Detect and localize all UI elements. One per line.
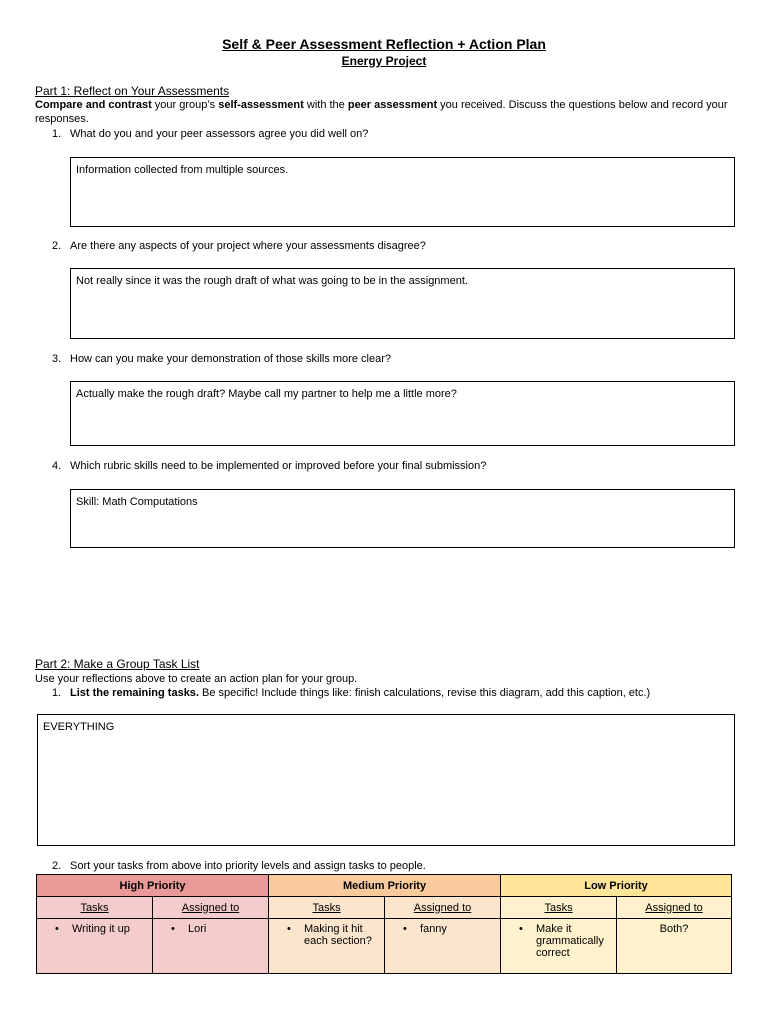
bullet-icon: • <box>519 923 523 935</box>
high-assigned-cell[interactable] <box>153 919 269 974</box>
bullet-icon: • <box>171 923 175 935</box>
part2-question-1-text <box>70 686 650 700</box>
intro-bold-2: self-assessment <box>218 99 304 111</box>
q1-rest: Be specific! Include things like: finish calculations, revise this diagram, add this caption, etc.) <box>198 687 651 699</box>
bullet-icon: • <box>403 923 407 935</box>
part2-question-2-text: Sort your tasks from above into priority levels and assign tasks to people. <box>70 860 426 872</box>
intro-bold-3: peer assessment <box>347 99 438 111</box>
intro-text-3: you received. Discuss the questions below and record your responses. <box>35 99 728 125</box>
high-task-cell[interactable] <box>37 919 153 974</box>
part1-heading: Part 1: Reflect on Your Assessments <box>35 84 230 98</box>
medium-task-cell[interactable] <box>269 919 385 974</box>
high-assigned-text: Lori <box>188 923 207 935</box>
part2-heading: Part 2: Make a Group Task List <box>35 657 200 671</box>
low-assigned-text: Both? <box>659 923 689 935</box>
low-priority-header: Low Priority <box>501 875 732 897</box>
low-task-cell[interactable] <box>501 919 617 974</box>
part2-question-1-number: 1. <box>52 687 62 699</box>
medium-tasks-header: Tasks <box>269 897 385 919</box>
part1-intro <box>35 98 735 126</box>
high-tasks-header: Tasks <box>37 897 153 919</box>
question-3-number: 3. <box>52 353 62 365</box>
low-assigned-header: Assigned to <box>617 897 732 919</box>
medium-priority-header: Medium Priority <box>269 875 501 897</box>
low-assigned-cell[interactable] <box>617 919 732 974</box>
page-title: Self & Peer Assessment Reflection + Action Plan <box>222 36 546 52</box>
high-assigned-header: Assigned to <box>153 897 269 919</box>
answer-2-field[interactable]: Not really since it was the rough draft of what was going to be in the assignment. <box>70 268 735 339</box>
question-2-text: Are there any aspects of your project where your assessments disagree? <box>70 240 426 252</box>
part2-intro: Use your reflections above to create an action plan for your group. <box>35 673 358 685</box>
intro-text-1: your group’s <box>151 99 219 111</box>
answer-3-field[interactable]: Actually make the rough draft? Maybe call my partner to help me a little more? <box>70 381 735 446</box>
question-2-number: 2. <box>52 240 62 252</box>
question-4-text: Which rubric skills need to be implemented or improved before your final submission? <box>70 460 487 472</box>
answer-1-field[interactable]: Information collected from multiple sources. <box>70 157 735 227</box>
medium-task-text: Making it hit each section? <box>304 923 372 947</box>
q1-bold: List the remaining tasks. <box>70 687 199 699</box>
remaining-tasks-field[interactable]: EVERYTHING <box>37 714 735 846</box>
question-1-number: 1. <box>52 128 62 140</box>
bullet-icon: • <box>55 923 59 935</box>
low-task-text: Make it grammatically correct <box>536 923 604 959</box>
intro-text-2: with the <box>303 99 348 111</box>
medium-assigned-text: fanny <box>420 923 447 935</box>
medium-assigned-header: Assigned to <box>385 897 501 919</box>
question-3-text: How can you make your demonstration of those skills more clear? <box>70 353 391 365</box>
part2-question-2-number: 2. <box>52 860 62 872</box>
bullet-icon: • <box>287 923 291 935</box>
intro-bold-1: Compare and contrast <box>35 99 152 111</box>
page-subtitle: Energy Project <box>341 54 427 68</box>
answer-4-field[interactable]: Skill: Math Computations <box>70 489 735 548</box>
high-task-text: Writing it up <box>72 923 130 935</box>
medium-assigned-cell[interactable] <box>385 919 501 974</box>
high-priority-header: High Priority <box>37 875 269 897</box>
question-4-number: 4. <box>52 460 62 472</box>
question-1-text: What do you and your peer assessors agree you did well on? <box>70 128 369 140</box>
low-tasks-header: Tasks <box>501 897 617 919</box>
priority-table <box>36 874 732 974</box>
